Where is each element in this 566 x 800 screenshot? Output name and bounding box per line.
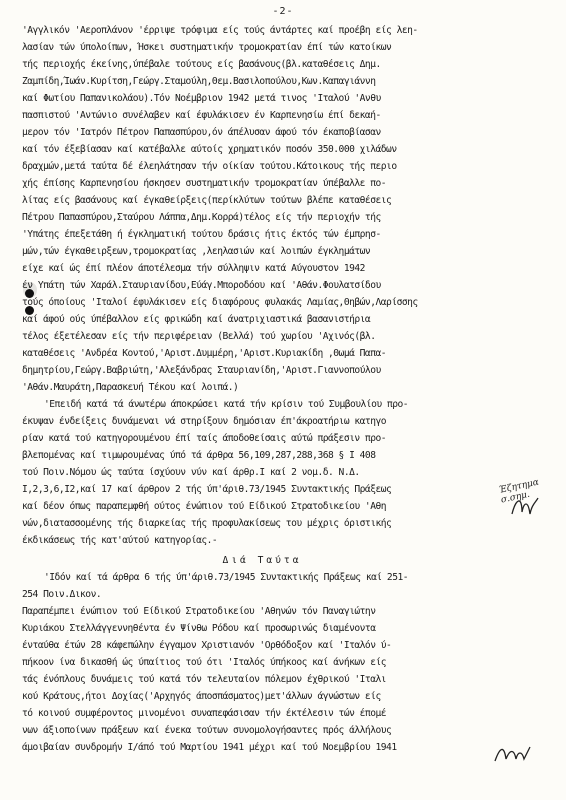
text-line: καί Φωτίου Παπανικολάου).Τόν Νοέμβριον 1942 μετά τινος 'Ιταλού 'Ανθυ bbox=[22, 93, 381, 104]
text-line: δημητρίου,Γεώργ.Βαβριώτη,'Αλεξάνδρας Σταυριανίδη,'Αριστ.Γιαννοπούλου bbox=[22, 365, 381, 376]
text-line: τάς ένόπλους δυνάμεις τού κατά τόν τελευταίον πόλεμον έχθρικού 'Ιταλι bbox=[22, 674, 387, 685]
text-line: καί δέον όπως παραπεμφθή ούτος ένώπιον τού Είδικού Στρατοδικείου 'Αθη bbox=[22, 501, 387, 512]
text-line: Ι,2,3,6,Ι2,καί 17 καί άρθρον 2 τής ύπ'άριθ.73/1945 Συντακτικής Πράξεως bbox=[22, 484, 392, 495]
text-line: έν Υπάτη τών Χαράλ.Σταυριανίδου,Εύάγ.Μποροδόου καί 'Αθάν.Φουλατσίδου bbox=[22, 280, 381, 291]
text-line: κού Κράτους,ήτοι Δοχίας('Αρχηγός άποσπάσματος)μετ'άλλων άγνώστων είς bbox=[22, 691, 381, 702]
text-line: τούς όποίους 'Ιταλοί έφυλάκισεν είς διαφόρους φυλακάς Λαμίας,Θηβών,Λαρίσσης bbox=[22, 297, 418, 308]
text-line: καί τόν έξεβίασαν καί κατέβαλλε αύτοίς χρηματικόν ποσόν 350.000 χιλάδων bbox=[22, 144, 397, 155]
text-line: χής έπίσης Καρπενησίου ήσκησεν συστηματικήν τρομοκρατίαν ύπέβαλλε πο- bbox=[22, 178, 387, 189]
text-line: ένταύθα έτών 28 κάφεπώλην έγγαμον Χριστιανόν 'Ορθόδοξον καί 'Ιταλόν ύ- bbox=[22, 640, 392, 651]
text-line: 'Ιδόν καί τά άρθρα 6 τής ύπ'άριθ.73/1945 Συντακτικής Πράξεως καί 251- bbox=[44, 572, 409, 583]
text-line: βλεπομένας καί τιμωρουμένας ύπό τά άρθρα 56,109,287,288,368 § Ι 408 bbox=[22, 450, 376, 461]
text-line: 'Υπάτης έπεξετάθη ή έγκληματική τούτου δράσις ήτις έκτός τών έμπρησ- bbox=[22, 229, 381, 240]
text-line: δραχμών,μετά ταύτα δέ έλεηλάτησαν τήν οίκίαν τούτου.Κάτοικους τής περιο bbox=[22, 161, 397, 172]
text-line: νών,διατασσομένης τής διαρκείας τής προφυλακίσεως του μέχρις όριστικής bbox=[22, 518, 392, 529]
text-line: είχε καί ώς έπί πλέον άποτέλεσμα τήν σύλληψιν κατά Αύγουστον 1942 bbox=[22, 263, 365, 274]
signature-mark bbox=[508, 494, 542, 520]
text-line: μών,τών έγκαθειρξεων,τρομοκρατίας ,λεηλασιών καί λοιπών έγκλημάτων bbox=[22, 246, 371, 257]
text-line: καταθέσεις 'Ανδρέα Κοντού,'Αριστ.Δυμμέρη,'Αριστ.Κυριακίδη ,Θωμά Παπα- bbox=[22, 348, 387, 359]
text-line: ρίαν κατά τού κατηγορουμένου έπί ταίς άποδοθείσαις αύτώ πράξεσιν προ- bbox=[22, 433, 387, 444]
reasoning-paragraph bbox=[22, 396, 502, 549]
text-line: 254 Ποιν.Δικον. bbox=[22, 589, 102, 600]
text-line: νων άξιοποίνων πράξεων καί ένεκα τούτων συνομολογήσαντες πρός άλλήλους bbox=[22, 725, 392, 736]
text-line: λασίαν τών ύπολοίπων, Ήσκει συστηματικήν τρομοκρατίαν έπί τών κατοίκων bbox=[22, 42, 392, 53]
decision-paragraph bbox=[22, 569, 502, 603]
text-line: Πέτρου Παπασπύρου,Σταύρου Λάππα,Δημ.Κορρά)τέλος είς τήν περιοχήν τής bbox=[22, 212, 381, 223]
text-line: άμοιβαίαν συνδρομήν Ι/άπό τού Μαρτίου 1941 μέχρι καί τού Νοεμβρίου 1941 bbox=[22, 742, 397, 753]
text-line: καί άφού ούς ύπέβαλλον είς φρικώδη καί άνατριχιαστικά βασανιστήρια bbox=[22, 314, 371, 325]
text-line: έκδικάσεως τής κατ'αύτού κατηγορίας.- bbox=[22, 535, 218, 546]
text-line: τού Ποιν.Νόμου ώς ταύτα ίσχύουν νύν καί άρθρ.Ι καί 2 νομ.δ. Ν.Δ. bbox=[22, 467, 360, 478]
page-number: -2- bbox=[272, 6, 294, 17]
margin-annotation: Έζητημα σ.σημ. bbox=[498, 477, 540, 506]
referral-paragraph bbox=[22, 603, 502, 756]
signature-mark-bottom bbox=[492, 741, 534, 767]
text-line: έκυψαν ένδείξεις δυνάμεναι νά στηρίξουν δημόσιαν έπ'άκροατήριω κατηγο bbox=[22, 416, 387, 427]
text-line: πασπιστού 'Αντώνιο συνέλαβεν καί έφυλάκισεν έν Καρπενησίω έπί δεκαή- bbox=[22, 110, 381, 121]
text-line: 'Αγγλικόν 'Αεροπλάνον 'έρριψε τρόφιμα είς τούς άντάρτες καί προέβη είς λεη- bbox=[22, 25, 418, 36]
text-line: τό κοινού συμφέροντος μινομένοι συναπεφάσισαν τήν έκτέλεσιν τών έπομέ bbox=[22, 708, 387, 719]
text-line: τέλος έξετέλεσαν είς τήν περιφέρειαν (Βελλά) τού χωρίου 'Αχινός(βλ. bbox=[22, 331, 376, 342]
text-line: λίτας είς βασάνους καί έγκαθείρξεις(περίκλύτων τούτων βλέπε καταθέσεις bbox=[22, 195, 392, 206]
text-line: τής περιοχής έκείνης,ύπέβαλε τούτους είς βασάνους(βλ.καταθέσεις Δημ. bbox=[22, 59, 381, 70]
body-paragraph bbox=[22, 22, 502, 396]
section-heading: Διά Ταύτα bbox=[222, 555, 302, 566]
document-body bbox=[22, 22, 502, 756]
text-line: πήκοον ίνα δικασθή ώς ύπαίτιος τού ότι 'Ιταλός ύπήκοος καί άνήκων είς bbox=[22, 657, 387, 668]
text-line: μερον τόν 'Ιατρόν Πέτρον Παπασπύρου,όν άπέλυσαν άφού τόν έκαποβίασαν bbox=[22, 127, 381, 138]
text-line: 'Αθάν.Μαυράτη,Παρασκευή Τέκου καί λοιπά.) bbox=[22, 382, 239, 393]
text-line: Ζαμπίδη,Ίωάν.Κυρίτση,Γεώργ.Σταμούλη,Θεμ.Βασιλοπούλου,Κων.Καπαγιάννη bbox=[22, 76, 376, 87]
text-line: 'Επειδή κατά τά άνωτέρω άποκρώσει κατά τήν κρίσιν τού Συμβουλίου προ- bbox=[44, 399, 409, 410]
text-line: Παραπέμπει ένώπιον τού Είδικού Στρατοδικείου 'Αθηνών τόν Παναγιώτην bbox=[22, 606, 376, 617]
text-line: Κυριάκου Στελλάγγεννηθέντα έν Ψίνθω Ρόδου καί προσωρινώς διαμένοντα bbox=[22, 623, 376, 634]
